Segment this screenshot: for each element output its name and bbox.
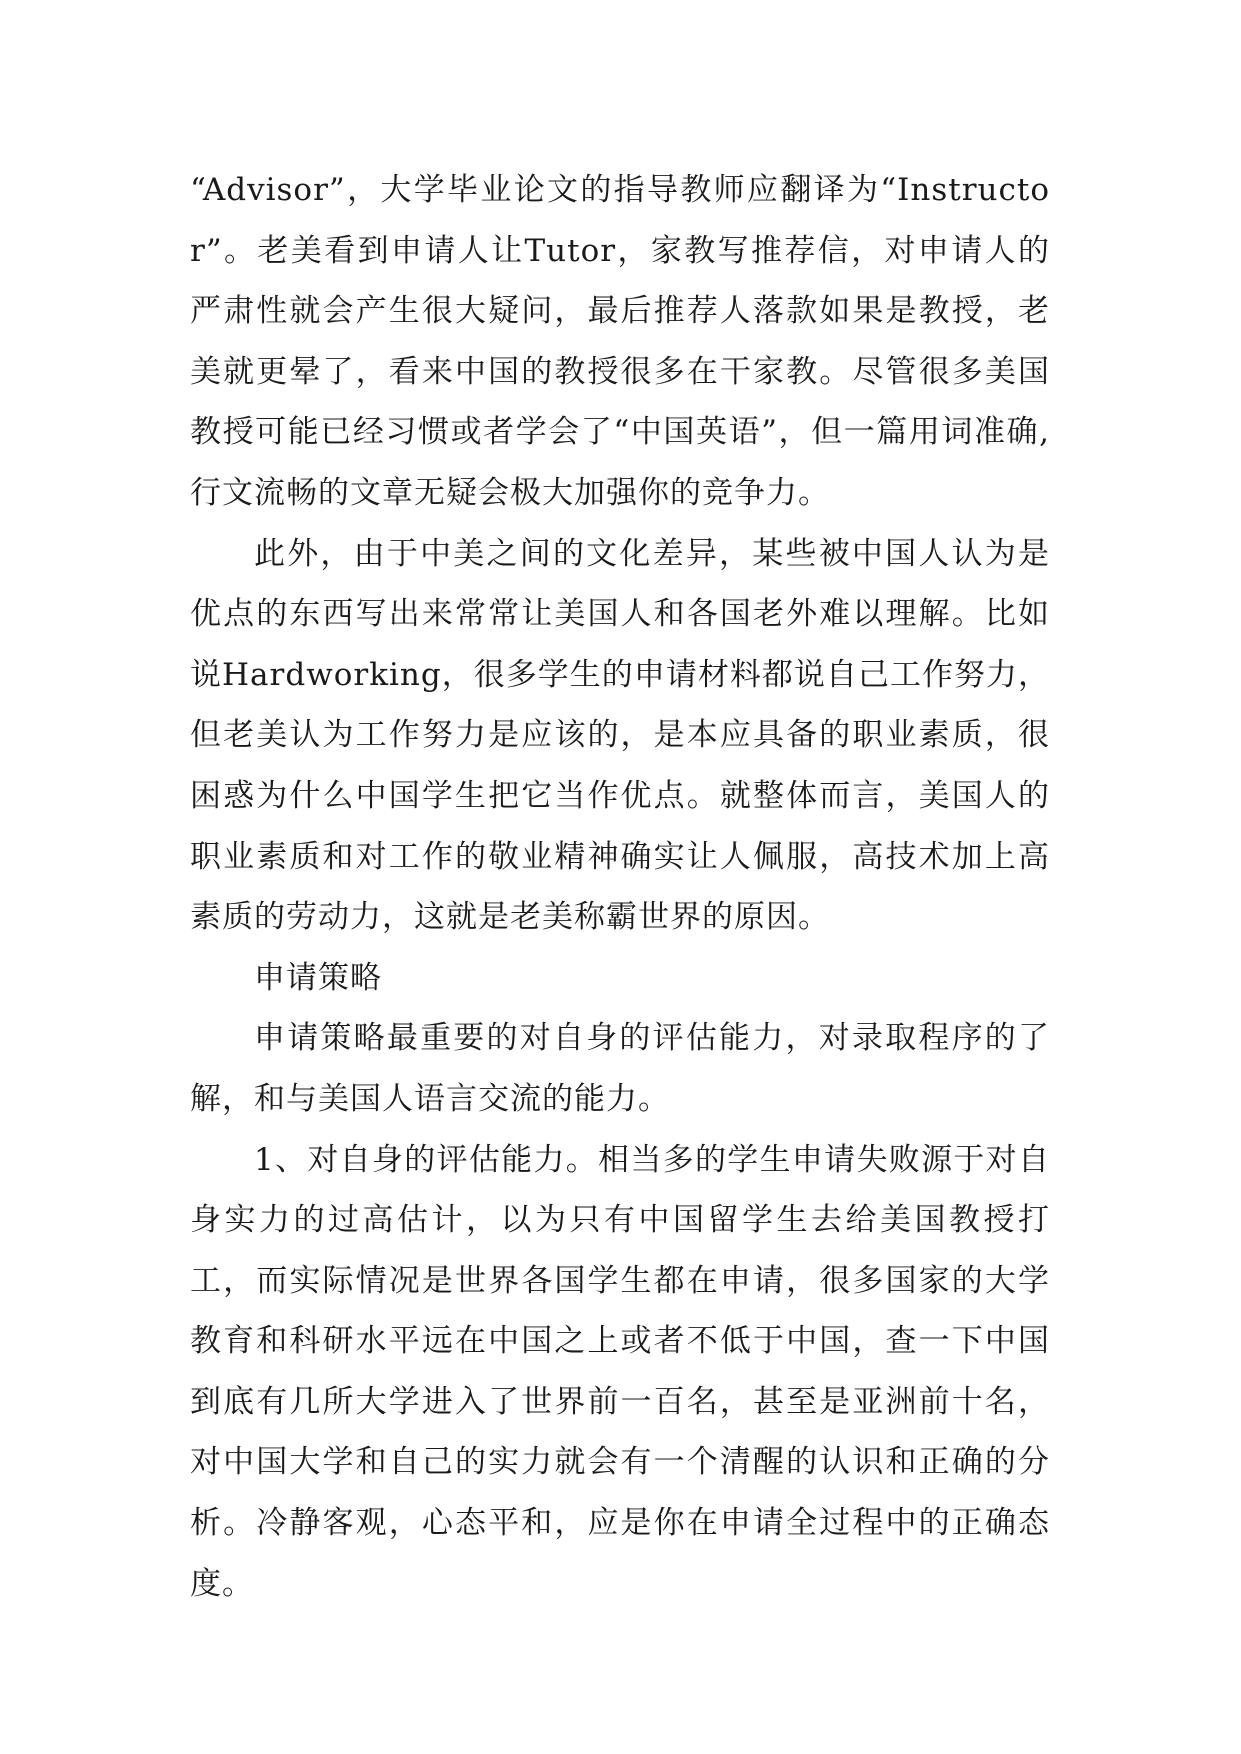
- section-heading: 申请策略: [254, 959, 382, 996]
- paragraph-4: 1、对自身的评估能力。相当多的学生申请失败源于对自身实力的过高估计，以为只有中国留学生去给美国教授打工，而实际情况是世界各国学生都在申请，很多国家的大学教育和科研水平远在中国之上或者不低于中国，查一下中国到底有几所大学进入了世界前一百名，甚至是亚洲前十名，对中国大学和自己的实力就会有一个清醒的认识和正确的分析。冷静客观，心态平和，应是你在申请全过程中的正确态度。: [190, 1141, 1050, 1602]
- body-text: [190, 160, 1050, 1614]
- paragraph-1: “Advisor”，大学毕业论文的指导教师应翻译为“Instructor”。老美看到申请人让Tutor，家教写推荐信，对申请人的严肃性就会产生很大疑问，最后推荐人落款如果是教授，老美就更晕了，看来中国的教授很多在干家教。尽管很多美国教授可能已经习惯或者学会了“中国英语”，但一篇用词准确,行文流畅的文章无疑会极大加强你的竞争力。: [190, 172, 1050, 511]
- paragraph-3: 申请策略最重要的对自身的评估能力，对录取程序的了解，和与美国人语言交流的能力。: [190, 1020, 1050, 1117]
- paragraph-2: 此外，由于中美之间的文化差异，某些被中国人认为是优点的东西写出来常常让美国人和各国老外难以理解。比如说Hardworking，很多学生的申请材料都说自己工作努力，但老美认为工作努力是应该的，是本应具备的职业素质，很困惑为什么中国学生把它当作优点。就整体而言，美国人的职业素质和对工作的敬业精神确实让人佩服，高技术加上高素质的劳动力，这就是老美称霸世界的原因。: [190, 535, 1050, 936]
